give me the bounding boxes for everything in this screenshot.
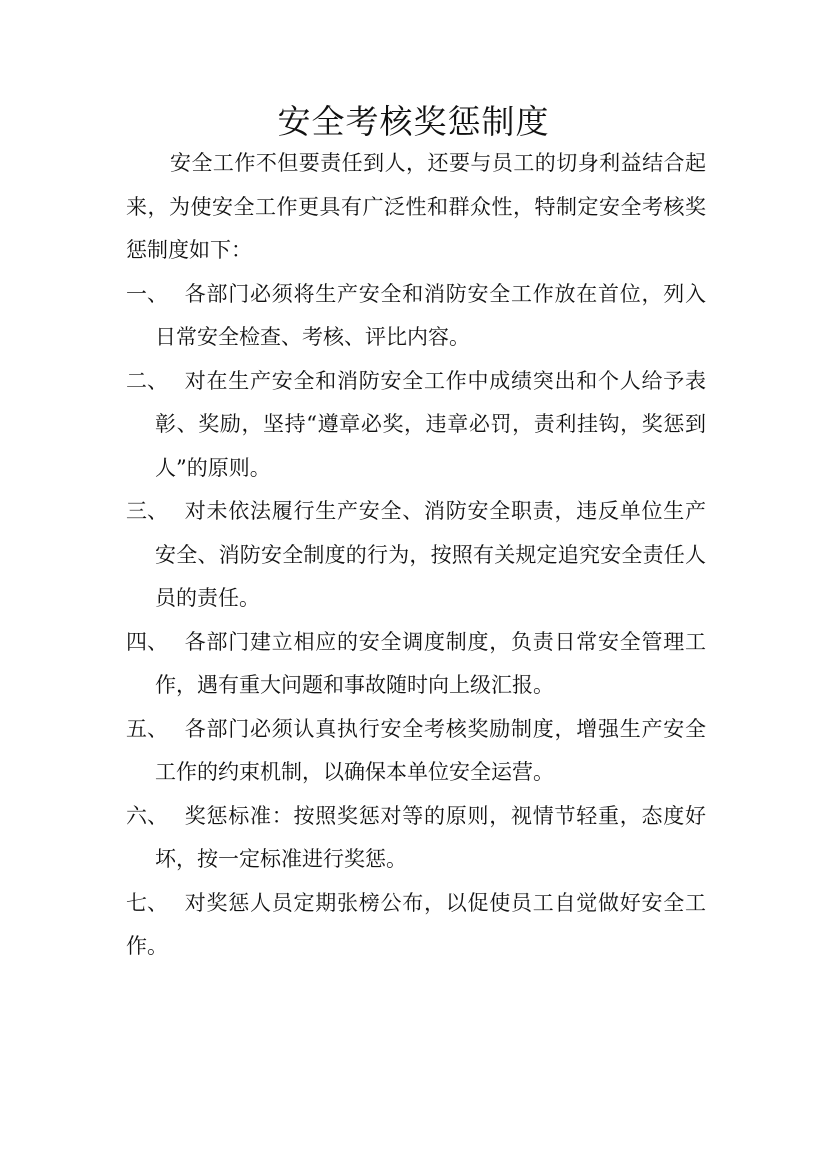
clause-7	[126, 882, 706, 969]
clause-4-text: 各部门建立相应的安全调度制度，负责日常安全管理工作，遇有重大问题和事故随时向上级汇报。	[155, 629, 706, 697]
clause-2-number: 二、	[126, 368, 168, 393]
clause-5-text: 各部门必须认真执行安全考核奖励制度，增强生产安全工作的约束机制，以确保本单位安全运营。	[155, 716, 706, 784]
clause-6-number: 六、	[126, 803, 168, 828]
clause-4	[126, 621, 706, 708]
clause-2	[126, 360, 706, 491]
clause-2-text: 对在生产安全和消防安全工作中成绩突出和个人给予表彰、奖励，坚持“遵章必奖，违章必罚，责利挂钩，奖惩到人”的原则。	[155, 368, 706, 480]
intro-paragraph: 安全工作不但要责任到人，还要与员工的切身利益结合起来，为使安全工作更具有广泛性和群众性，特制定安全考核奖惩制度如下：	[126, 151, 706, 262]
clause-7-text: 对奖惩人员定期张榜公布，以促使员工自觉做好安全工作。	[126, 890, 706, 958]
clause-5-number: 五、	[126, 716, 168, 741]
clause-1-text: 各部门必须将生产安全和消防安全工作放在首位，列入日常安全检查、考核、评比内容。	[155, 281, 706, 349]
clause-1-number: 一、	[126, 281, 168, 306]
clause-1	[126, 273, 706, 360]
clause-5	[126, 708, 706, 795]
clause-7-number: 七、	[126, 890, 168, 915]
clause-6	[126, 795, 706, 882]
clause-6-text: 奖惩标准：按照奖惩对等的原则，视情节轻重，态度好坏，按一定标准进行奖惩。	[155, 803, 706, 871]
page-title: 安全考核奖惩制度	[277, 102, 550, 141]
clause-3-text: 对未依法履行生产安全、消防安全职责，违反单位生产安全、消防安全制度的行为，按照有关规定追究安全责任人员的责任。	[155, 499, 706, 610]
clause-3-number: 三、	[126, 499, 168, 523]
document-body	[126, 142, 706, 969]
clause-4-number: 四、	[126, 629, 168, 654]
clause-3	[126, 490, 706, 621]
